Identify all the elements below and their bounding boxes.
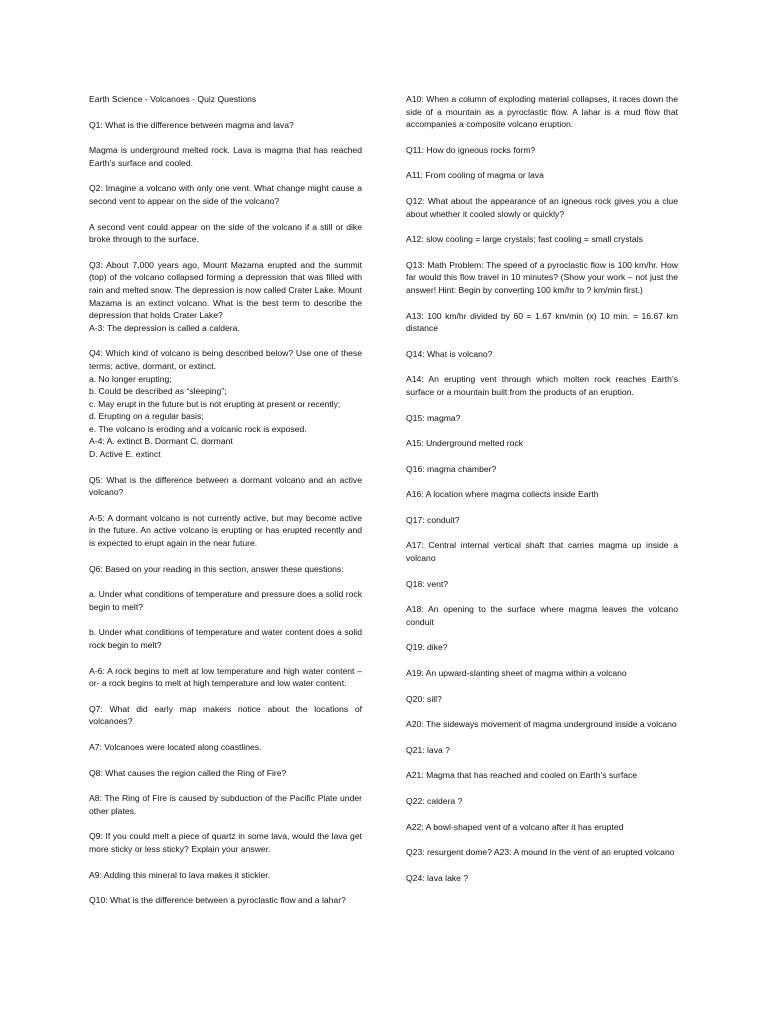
left-paragraph: A-5: A dormant volcano is not currently active, but may become active in the future. An active volcano is erupting or has erupted recently and is expected to erupt again in the near future. [89, 512, 362, 549]
right-paragraph: A14: An erupting vent through which molten rock reaches Earth’s surface or a mountain built from the products of an eruption. [406, 374, 678, 397]
right-paragraph: Q24: lava lake ? [406, 872, 469, 883]
left-paragraph: Q10: What is the difference between a pyroclastic flow and a lahar? [89, 895, 346, 906]
left-paragraph: a. Under what conditions of temperature and pressure does a solid rock begin to melt? [89, 589, 362, 612]
right-paragraph: Q12: What about the appearance of an igneous rock gives you a clue about whether it cooled slowly or quickly? [406, 195, 678, 219]
right-paragraph: A17: Central internal vertical shaft that carries magma up inside a volcano [406, 540, 678, 564]
right-paragraph: Q21: lava ? [406, 744, 450, 755]
left-paragraph: Q3: About 7,000 years ago, Mount Mazama erupted and the summit (top) of the volcano collapsed forming a depression that was filled with rain and melted snow. The depression is now called Crater Lake. Mount Mazama is an extinct volcano. What is the best term to describe the depression that holds Crater Lake? [89, 259, 362, 321]
left-paragraph: Magma is underground melted rock. Lava is magma that has reached Earth’s surface and cooled. [89, 145, 362, 168]
right-paragraph: Q17: conduit? [406, 514, 460, 525]
right-paragraph: A18: An opening to the surface where magma leaves the volcano conduit [406, 604, 678, 627]
right-paragraph: Q20: sill? [406, 693, 442, 704]
left-paragraph: Earth Science - Volcanoes - Quiz Questions [89, 94, 257, 104]
left-paragraph: Q8: What causes the region called the Ring of Fire? [89, 767, 287, 778]
left-paragraph: A-6: A rock begins to melt at low temperature and high water content –or- a rock begins to melt at high temperature and low water content. [89, 665, 362, 689]
left-paragraph: A7: Volcanoes were located along coastlines. [89, 741, 262, 752]
right-paragraph: A15: Underground melted rock [406, 438, 524, 449]
left-paragraph: A9: Adding this mineral to lava makes it stickier. [89, 869, 271, 880]
left-paragraph: A second vent could appear on the side of the volcano if a still or dike broke through to the surface. [89, 221, 362, 245]
right-paragraph: A22: A bowl-shaped vent of a volcano after it has erupted [406, 821, 624, 832]
right-paragraph: Q15: magma? [406, 412, 461, 423]
left-paragraph: Q1: What is the difference between magma and lava? [89, 119, 294, 130]
left-paragraph: A8: The Ring of Fire is caused by subduction of the Pacific Plate under other plates. [89, 793, 362, 816]
right-paragraph: Q18: vent? [406, 578, 449, 589]
right-paragraph: Q19: dike? [406, 642, 448, 653]
right-paragraph: Q14: What is volcano? [406, 348, 493, 359]
left-paragraph: Q2: Imagine a volcano with only one vent. What change might cause a second vent to appear on the side of the volcano? [89, 183, 362, 206]
right-paragraph: A21: Magma that has reached and cooled on Earth’s surface [406, 770, 638, 781]
right-paragraph: A20: The sideways movement of magma underground inside a volcano [406, 719, 677, 730]
right-paragraph: Q11: How do igneous rocks form? [406, 144, 536, 155]
right-paragraph: A12: slow cooling = large crystals; fast cooling = small crystals [406, 234, 643, 245]
right-paragraph: A16: A location where magma collects inside Earth [406, 489, 599, 500]
right-paragraph: A11: From cooling of magma or lava [406, 170, 544, 181]
right-paragraph: Q23: resurgent dome? A23: A mound in the vent of an erupted volcano [406, 847, 675, 858]
left-paragraph: Q9: If you could melt a piece of quartz in some lava, would the lava get more sticky or less sticky? Explain your answer. [89, 831, 362, 854]
right-paragraph: Q13: Math Problem: The speed of a pyroclastic flow is 100 km/hr. How far would this flow travel in 10 minutes? (Show your work – not just the answer! Hint: Begin by converting 100 km/hr to ? km/min first.) [406, 259, 678, 295]
left-column [89, 93, 362, 920]
left-paragraph: Q4: Which kind of volcano is being described below? Use one of these terms: active, dormant, or extinct. a. No longer erupting; b. Could be described as “sleeping”; c. May erupt in the future but is not erupting at present or recently; d. Erupting on a regular basis; e. The volcano is eroding and a volcanic rock is exposed. A-4: A. extinct B. Dormant C. dormant D. Active E. extinct [89, 348, 362, 460]
right-paragraph: A19: An upward-slanting sheet of magma within a volcano [406, 668, 627, 679]
left-paragraph: Q5: What is the difference between a dormant volcano and an active volcano? [89, 474, 362, 498]
right-paragraph: Q16: magma chamber? [406, 463, 497, 474]
left-paragraph: b. Under what conditions of temperature and water content does a solid rock begin to melt? [89, 627, 362, 650]
right-paragraph: A10: When a column of exploding material collapses, it races down the side of a mountain as a pyroclastic flow. A lahar is a mud flow that accompanies a composite volcano eruption. [406, 94, 678, 130]
left-paragraph: A-3: The depression is called a caldera. [89, 322, 240, 333]
right-column [406, 93, 678, 897]
right-paragraph: Q22: caldera ? [406, 796, 463, 806]
right-paragraph: A13: 100 km/hr divided by 60 = 1.67 km/min (x) 10 min. = 16.67 km distance [406, 310, 678, 334]
left-paragraph: Q7: What did early map makers notice about the locations of volcanoes? [89, 703, 362, 727]
left-paragraph: Q6: Based on your reading in this section, answer these questions: [89, 563, 344, 574]
